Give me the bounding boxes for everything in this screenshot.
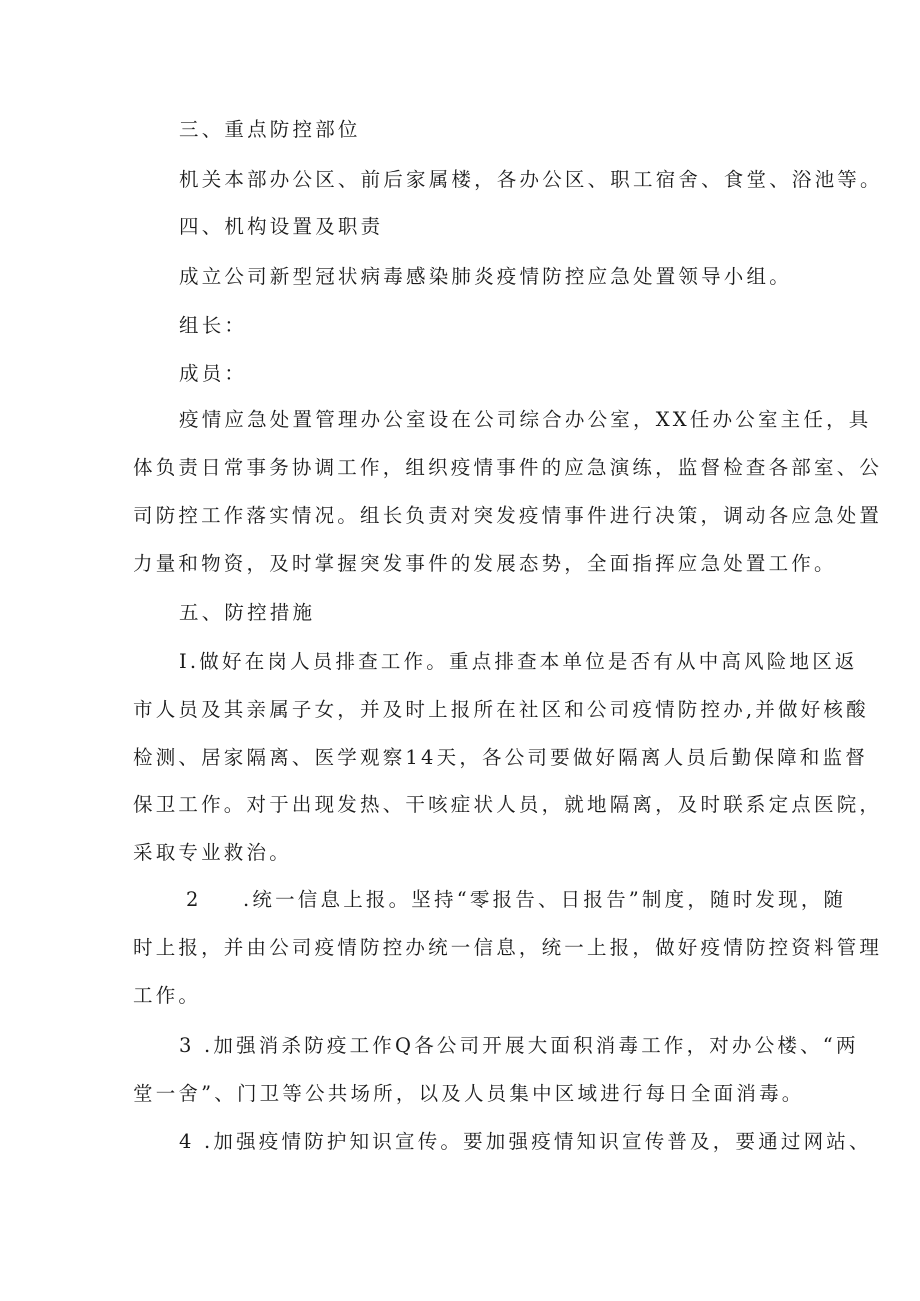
measure-1-line: 检测、居家隔离、医学观察14天，各公司要做好隔离人员后勤保障和监督 xyxy=(133,746,868,769)
office-paragraph-line: 司防控工作落实情况。组长负责对突发疫情事件进行决策，调动各应急处置 xyxy=(133,504,883,527)
measure-1-line: 采取专业救治。 xyxy=(133,841,292,864)
measure-3-line: 3 .加强消杀防疫工作Q各公司开展大面积消毒工作，对办公楼、“两 xyxy=(179,1034,859,1057)
measure-1-line: 市人员及其亲属子女，并及时上报所在社区和公司疫情防控办,并做好核酸 xyxy=(133,698,869,721)
leader-label: 组长： xyxy=(179,314,248,337)
measure-4-line: 4 .加强疫情防护知识宣传。要加强疫情知识宣传普及，要通过网站、 xyxy=(179,1130,872,1153)
section-3-body: 机关本部办公区、前后家属楼，各办公区、职工宿舍、食堂、浴池等。 xyxy=(179,168,883,191)
section-4-intro: 成立公司新型冠状病毒感染肺炎疫情防控应急处置领导小组。 xyxy=(179,265,792,288)
measure-2-line: .统一信息上报。坚持“零报告、日报告”制度，随时发现，随 xyxy=(243,888,847,911)
measure-1-line: I.做好在岗人员排查工作。重点排查本单位是否有从中高风险地区返 xyxy=(179,650,858,673)
section-5-heading: 五、防控措施 xyxy=(179,601,316,624)
measure-2-line: 工作。 xyxy=(133,984,202,1007)
office-paragraph-line: 力量和物资，及时掌握突发事件的发展态势，全面指挥应急处置工作。 xyxy=(133,552,837,575)
measure-1-line: 保卫工作。对于出现发热、干咳症状人员，就地隔离，及时联系定点医院， xyxy=(133,793,883,816)
measure-2-line: 时上报，并由公司疫情防控办统一信息，统一上报，做好疫情防控资料管理 xyxy=(133,936,883,959)
office-paragraph-line: 疫情应急处置管理办公室设在公司综合办公室，XX任办公室主任，具 xyxy=(179,408,872,431)
measure-3-line: 堂一舍”、门卫等公共场所，以及人员集中区域进行每日全面消毒。 xyxy=(133,1082,805,1105)
office-paragraph-line: 体负责日常事务协调工作，组织疫情事件的应急演练，监督检查各部室、公 xyxy=(133,456,883,479)
section-3-heading: 三、重点防控部位 xyxy=(179,118,361,141)
member-label: 成员： xyxy=(179,362,248,385)
section-4-heading: 四、机构设置及职责 xyxy=(179,215,384,238)
measure-2-number: 2 xyxy=(186,888,202,911)
